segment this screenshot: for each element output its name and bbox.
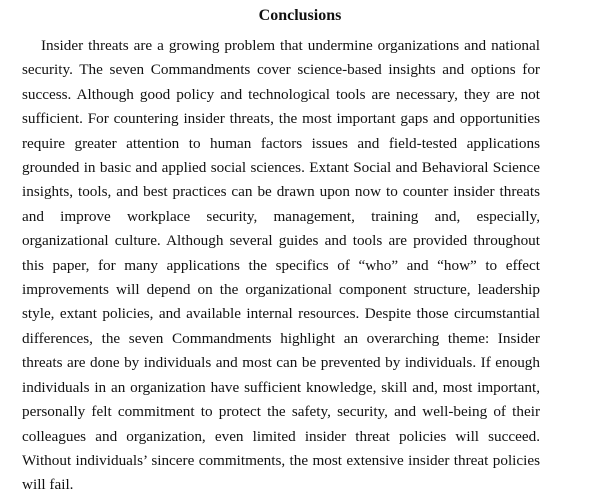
body-paragraph: Insider threats are a growing problem that undermine organizations and national security. The seven Commandments cover science-based insights and options for success. Although good policy and technological tools are necessary, they are not sufficient. For countering insider threats, the most important gaps and opportunities require greater attention to human factors issues and field-tested applications grounded in basic and applied social sciences. Extant Social and Behavioral Science insights, tools, and best practices can be drawn upon now to counter insider threats and improve workplace security, management, training and, especially, organizational culture. Although several guides and tools are provided throughout this paper, for many applications the specifics of “who” and “how” to effect improvements will depend on the organizational component structure, leadership style, extant policies, and available internal resources. Despite those circumstantial differences, the seven Commandments highlight an overarching theme: Insider threats are done by individuals and most can be prevented by individuals. If enough individuals in an organization have sufficient knowledge, skill and, most important, personally felt commitment to protect the safety, security, and well-being of their colleagues and organization, even limited insider threat policies will succeed. Without individuals’ sincere commitments, the most extensive insider threat policies will fail.: [22, 37, 540, 494]
section-heading: Conclusions: [258, 7, 342, 24]
